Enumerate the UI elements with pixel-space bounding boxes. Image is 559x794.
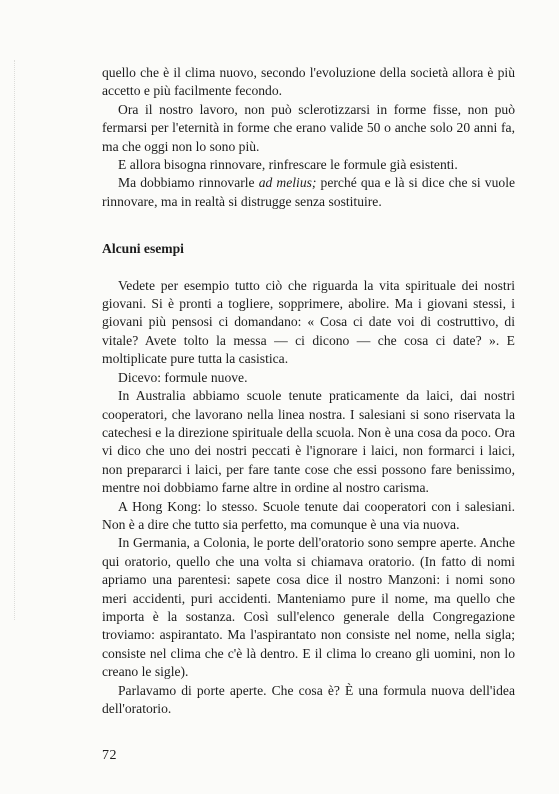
paragraph-ad-melius: [102, 174, 515, 211]
paragraph: In Germania, a Colonia, le porte dell'oratorio sono sempre aperte. Anche qui oratorio, quello che una volta si chiamava oratorio. (In fatto di nomi apriamo una parentesi: sapete cosa dice il nostro Manzoni: i nomi sono meri accidenti, puri accidenti. Manteniamo pure il nome, ma quello che importa è la sostanza. Così sull'elenco generale della Congregazione troviamo: aspirantato. Ma l'aspirantato non consiste nel nome, nella sigla; consiste nel clima che c'è là dentro. E il clima lo creano gli uomini, non lo creano le sigle).: [102, 535, 515, 680]
paragraph: Parlavamo di porte aperte. Che cosa è? È una formula nuova dell'idea dell'oratorio.: [102, 682, 515, 716]
page-body: [102, 64, 515, 718]
paragraph: In Australia abbiamo scuole tenute praticamente da laici, dai nostri cooperatori, che lavorano nella linea nostra. I salesiani si sono riservata la catechesi e la direzione spirituale della scuola. Non è una cosa da poco. Ora vi dico che uno dei nostri peccati è l'ignorare i laici, non formarci i laici, non prepararci i laici, per fare tante cose che essi possono fare benissimo, mentre noi dobbiamo farne altre in ordine al nostro carisma.: [102, 388, 515, 496]
paragraph-continuation: quello che è il clima nuovo, secondo l'evoluzione della società allora è più accetto e più facilmente fecondo.: [102, 65, 515, 99]
margin-rule: [14, 60, 16, 620]
paragraph: Dicevo: formule nuove.: [118, 369, 248, 385]
paragraph: Ora il nostro lavoro, non può sclerotizzarsi in forme fisse, non può fermarsi per l'eternità in forme che erano valide 50 o anche solo 20 anni fa, ma che oggi non lo sono più.: [102, 101, 515, 154]
section-heading: Alcuni esempi: [102, 241, 184, 257]
latin-phrase: ad melius;: [258, 175, 317, 191]
paragraph-text: Ma dobbiamo rinnovarle: [118, 175, 259, 191]
paragraph-text: perché qua e là si dice che si vuole rinnovare, ma in realtà si distrugge senza sostituire.: [102, 175, 516, 209]
paragraph: Vedete per esempio tutto ciò che riguarda la vita spirituale dei nostri giovani. Si è pronti a togliere, sopprimere, abolire. Ma i giovani stessi, i giovani più pensosi ci domandano: « Cosa ci date voi di costruttivo, di vitale? Avete tolto la messa — ci dicono — che cosa ci date? ». E moltiplicate pure tutta la casistica.: [102, 277, 515, 367]
paragraph: A Hong Kong: lo stesso. Scuole tenute dai cooperatori con i salesiani. Non è a dire che tutto sia perfetto, ma comunque è una via nuova.: [102, 498, 515, 532]
paragraph: E allora bisogna rinnovare, rinfrescare le formule già esistenti.: [118, 157, 458, 173]
page-number: 72: [102, 748, 117, 763]
